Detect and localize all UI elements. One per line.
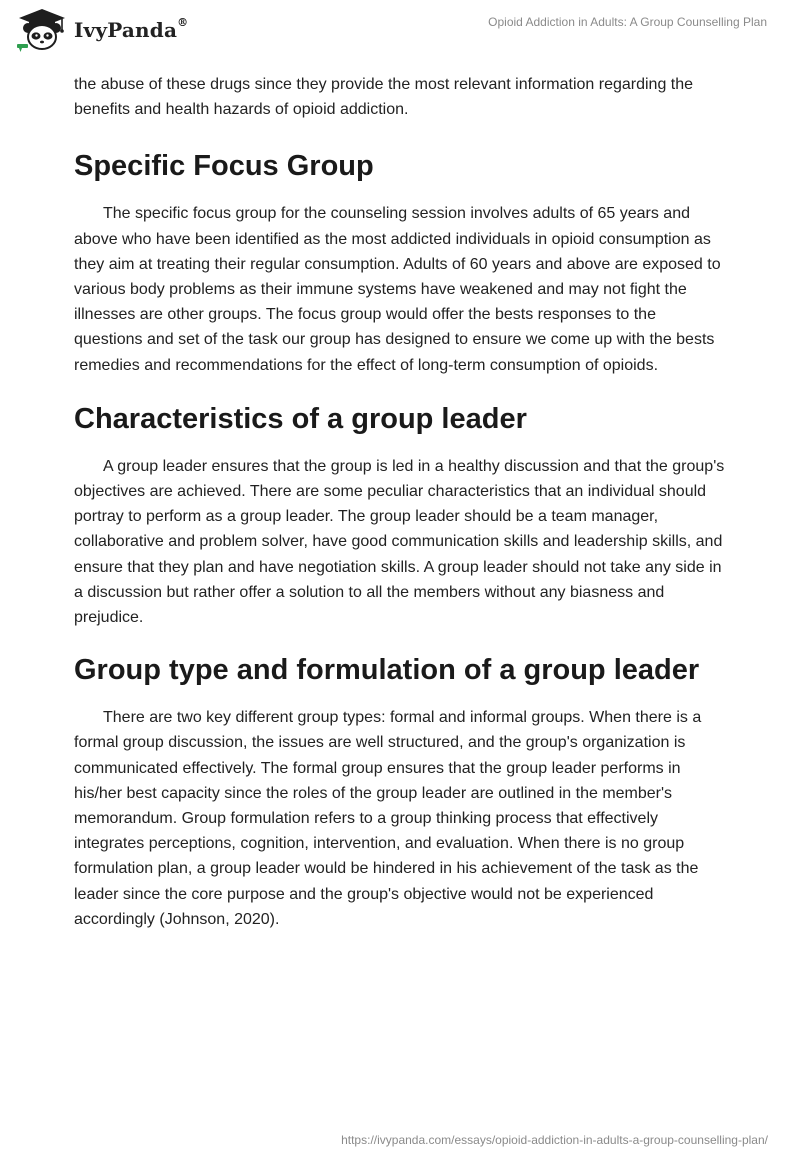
brand-logo[interactable] [16,8,188,52]
panda-graduate-icon [16,8,68,52]
section-paragraph-characteristics: A group leader ensures that the group is led in a healthy discussion and that the group's objectives are achieved. There are some peculiar characteristics that an individual should portray to perform as a group leader. The group leader should be a team manager, collaborative and problem solver, have good communication skills and leadership skills, and ensure that they plan and have negotiation skills. A group leader should not take any side in a discussion but rather offer a solution to all the members without any biasness and prejudice. [74,457,725,627]
section-paragraph-specific-focus-group: The specific focus group for the counseling session involves adults of 65 years and above who have been identified as the most addicted individuals in opioid consumption as they aim at treating their regular consumption. Adults of 60 years and above are exposed to various body problems as their immune systems have weakened and may not fight the illnesses are other groups. The focus group would offer the bests responses to the questions and set of the task our group has designed to ensure we come up with the bests remedies and recommendations for the effect of long-term consumption of opioids. [74,205,721,374]
registered-mark: ® [177,16,189,29]
intro-paragraph: the abuse of these drugs since they provide the most relevant information regarding the benefits and health hazards of opioid addiction. [74,76,694,119]
page-header [0,0,800,64]
section-heading-characteristics: Characteristics of a group leader [74,402,527,435]
section-heading-specific-focus-group: Specific Focus Group [74,150,374,183]
brand-name [74,18,188,42]
source-url-link[interactable]: https://ivypanda.com/essays/opioid-addiction-in-adults-a-group-counselling-plan/ [341,1133,768,1147]
section-paragraph-group-type: There are two key different group types: formal and informal groups. When there is a formal group discussion, the issues are well structured, and the group's organization is communicated effectively. The formal group ensures that the group leader performs in his/her best capacity since the roles of the group leader are outlined in the member's memorandum. Group formulation refers to a group thinking process that effectively integrates perceptions, cognition, intervention, and evaluation. When there is no group formulation plan, a group leader would be hindered in his achievement of the task as the leader since the core purpose and the group's objective would not be experienced accordingly (Johnson, 2020). [74,709,702,928]
brand-name-text: IvyPanda [74,18,178,42]
section-heading-group-type: Group type and formulation of a group leader [74,654,700,687]
document-title: Opioid Addiction in Adults: A Group Counselling Plan [488,15,767,29]
essay-content [74,72,726,932]
